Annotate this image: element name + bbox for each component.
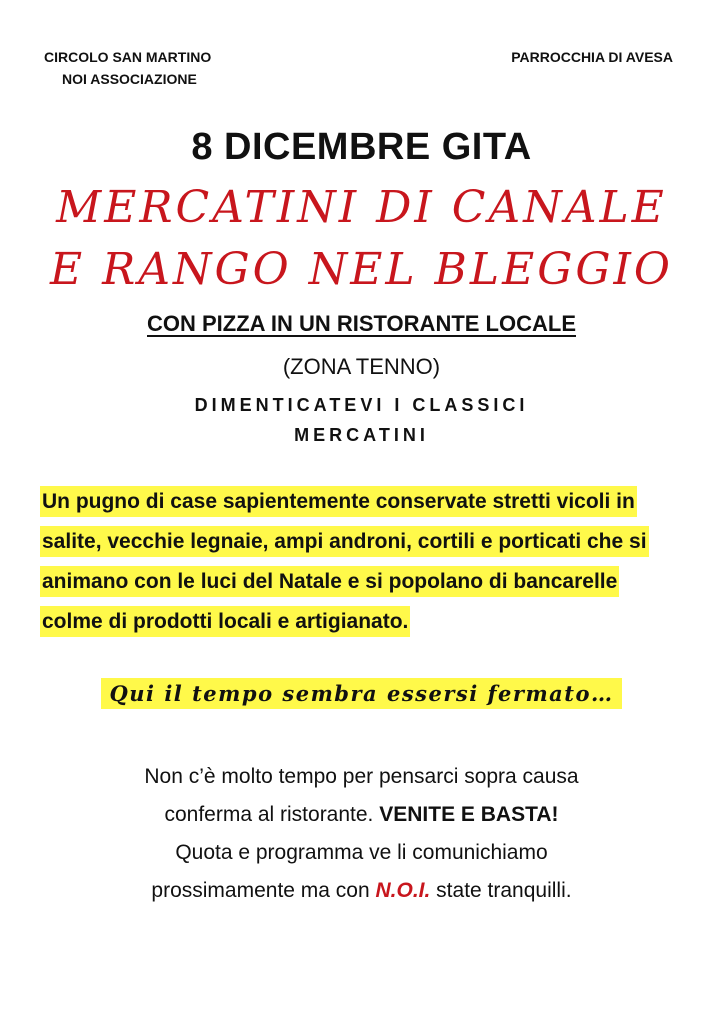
closing-line2-text: conferma al ristorante. xyxy=(164,803,380,826)
closing-line3: Quota e programma ve li comunichiamo xyxy=(175,841,548,864)
event-subject-line2: E RANGO NEL BLEGGIO xyxy=(50,244,673,295)
closing-line4-text-a: prossimamente ma con xyxy=(151,879,376,902)
organizer-name: CIRCOLO SAN MARTINO xyxy=(44,49,212,65)
event-title: 8 DICEMBRE GITA xyxy=(191,126,532,168)
organizer-block xyxy=(44,46,211,90)
event-zone: (ZONA TENNO) xyxy=(282,354,441,379)
noi-brand: N.O.I. xyxy=(375,879,431,902)
tagline xyxy=(0,390,723,450)
tagline-line2: MERCATINI xyxy=(294,425,429,445)
event-subject-line1: MERCATINI DI CANALE xyxy=(56,182,667,233)
tagline-line1: DIMENTICATEVI I CLASSICI xyxy=(194,395,529,415)
description-paragraph xyxy=(40,482,680,642)
closing-line4-text-c: state tranquilli. xyxy=(430,879,572,902)
event-subtitle xyxy=(0,308,723,340)
closing-notice xyxy=(0,758,723,910)
closing-line1: Non c’è molto tempo per pensarci sopra causa xyxy=(144,765,579,788)
closing-line4 xyxy=(0,872,723,910)
parish-name: PARROCCHIA DI AVESA xyxy=(511,49,673,65)
quote-text: Qui il tempo sembra essersi fermato… xyxy=(101,678,621,709)
quote xyxy=(0,676,723,712)
closing-line2 xyxy=(0,796,723,834)
description-text: Un pugno di case sapientemente conservate stretti vicoli in salite, vecchie legnaie, ampi androni, cortili e porticati che si animano con le luci del Natale e si popolano di bancarelle colme di prodotti locali e artigianato. xyxy=(40,486,649,637)
event-subtitle-text: CON PIZZA IN UN RISTORANTE LOCALE xyxy=(147,311,576,336)
organizer-association: NOI ASSOCIAZIONE xyxy=(62,71,197,87)
call-to-action: VENITE E BASTA! xyxy=(379,803,559,826)
